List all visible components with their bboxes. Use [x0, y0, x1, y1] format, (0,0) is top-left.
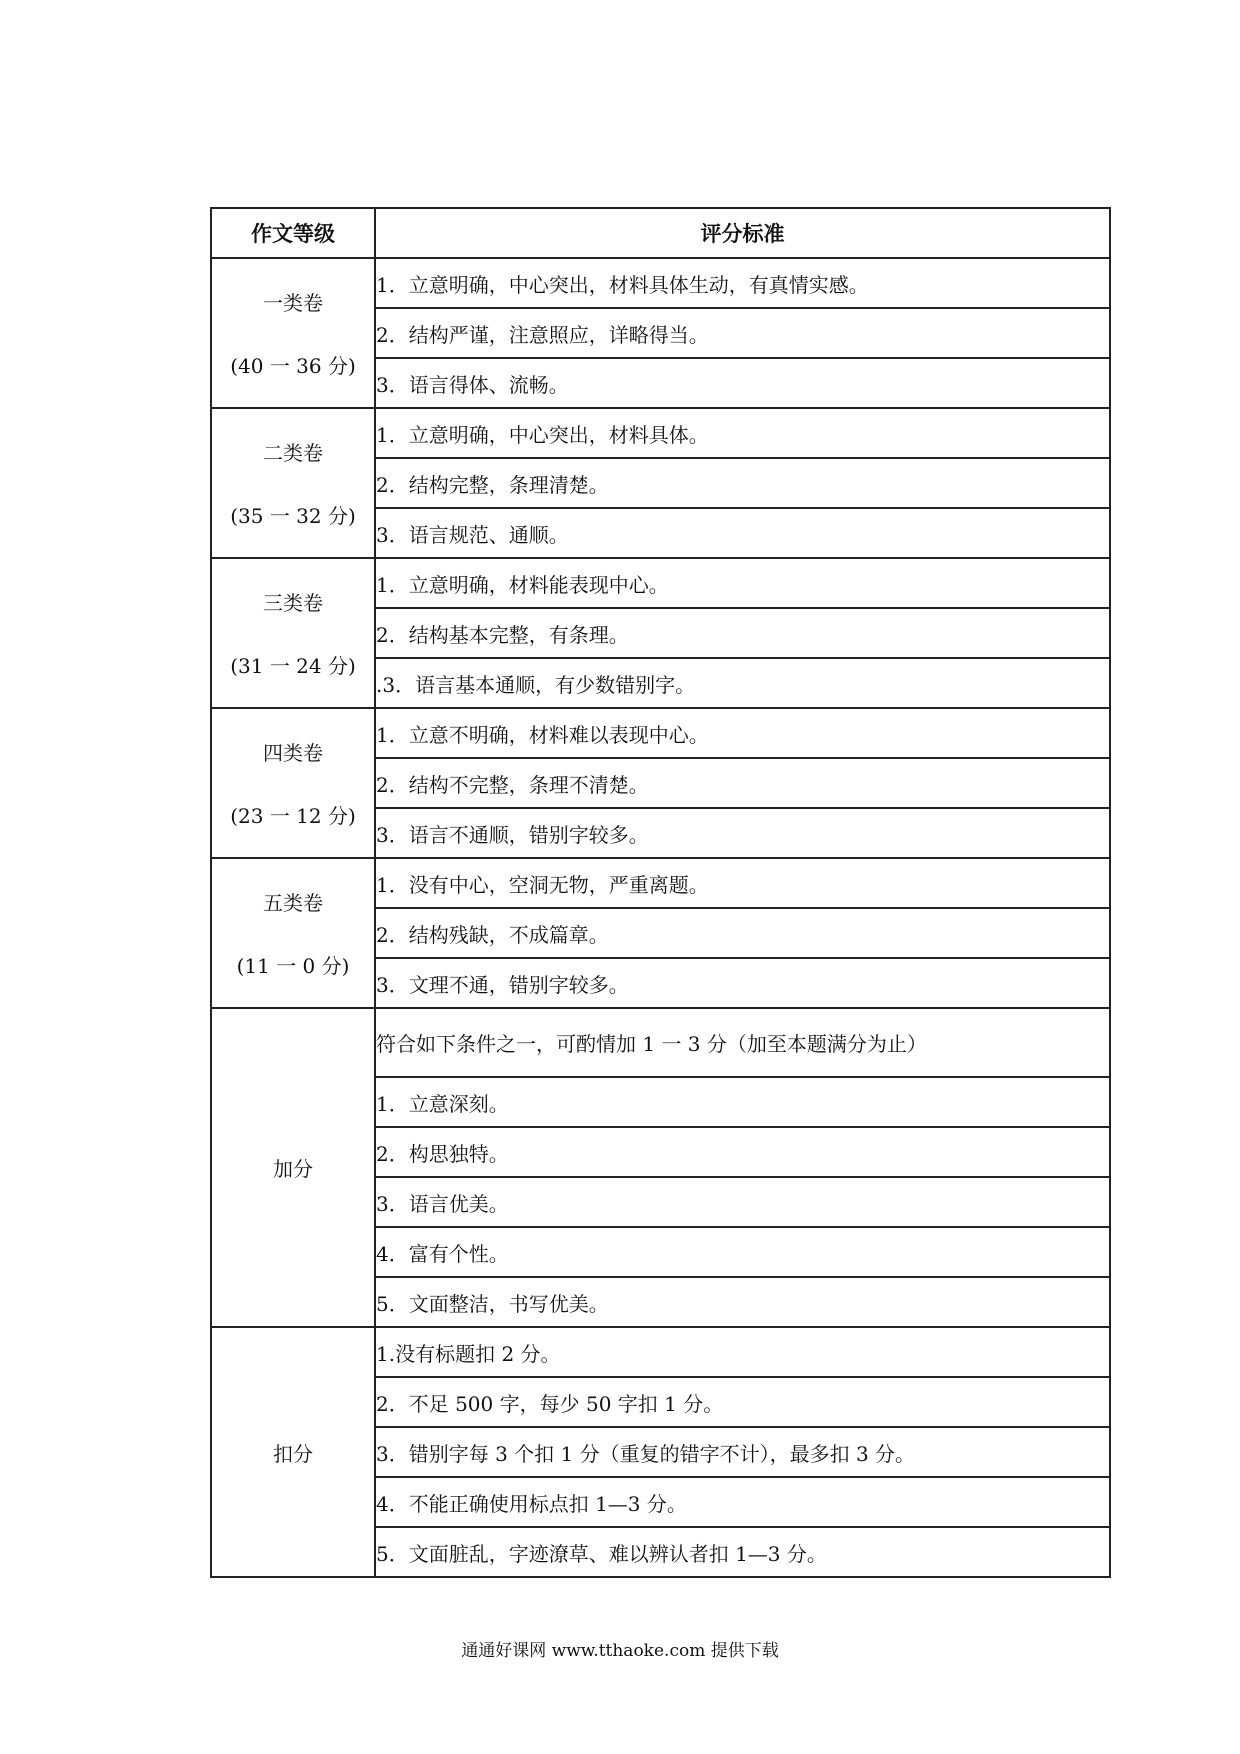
page-footer: 通通好课网 www.tthaoke.com 提供下载: [461, 1641, 779, 1661]
table-row: [211, 408, 1110, 458]
criterion-cell: 1．立意不明确，材料难以表现中心。: [375, 708, 1110, 758]
criterion-cell: 1.没有标题扣 2 分。: [375, 1327, 1110, 1377]
level-cell: [211, 258, 375, 408]
criterion-cell: 3．语言不通顺，错别字较多。: [375, 808, 1110, 858]
criterion-cell: 5．文面整洁，书写优美。: [375, 1277, 1110, 1327]
criterion-cell: 2．结构不完整，条理不清楚。: [375, 758, 1110, 808]
criterion-cell: 1．立意明确，材料能表现中心。: [375, 558, 1110, 608]
level-range: (23 一 12 分): [230, 804, 356, 828]
table-row: [211, 858, 1110, 908]
table-row: [211, 258, 1110, 308]
criterion-cell: 1．立意明确，中心突出，材料具体生动，有真情实感。: [375, 258, 1110, 308]
criterion-cell: 2．结构完整，条理清楚。: [375, 458, 1110, 508]
table-row: [211, 708, 1110, 758]
criterion-cell: 2．构思独特。: [375, 1127, 1110, 1177]
criterion-cell: 2．结构残缺，不成篇章。: [375, 908, 1110, 958]
criterion-intro: 符合如下条件之一，可酌情加 1 一 3 分（加至本题满分为止）: [375, 1008, 1110, 1077]
level-range: (35 一 32 分): [230, 504, 356, 528]
criterion-cell: 1．立意明确，中心突出，材料具体。: [375, 408, 1110, 458]
criterion-cell: 2．结构严谨，注意照应，详略得当。: [375, 308, 1110, 358]
level-name: 加分: [273, 1157, 313, 1181]
criterion-cell: 3．语言优美。: [375, 1177, 1110, 1227]
level-range: (11 一 0 分): [236, 954, 350, 978]
criterion-cell: 1．立意深刻。: [375, 1077, 1110, 1127]
criterion-cell: 2．结构基本完整，有条理。: [375, 608, 1110, 658]
criterion-cell: 5．文面脏乱，字迹潦草、难以辨认者扣 1—3 分。: [375, 1527, 1110, 1577]
level-name: 二类卷: [263, 441, 323, 465]
level-cell: [211, 858, 375, 1008]
level-name: 五类卷: [263, 891, 323, 915]
criterion-cell: 4．富有个性。: [375, 1227, 1110, 1277]
criterion-cell: 2．不足 500 字，每少 50 字扣 1 分。: [375, 1377, 1110, 1427]
level-name: 四类卷: [263, 741, 323, 765]
level-range: (40 一 36 分): [230, 354, 356, 378]
table-row: [211, 1008, 1110, 1077]
level-range: (31 一 24 分): [230, 654, 356, 678]
level-cell: [211, 708, 375, 858]
criterion-cell: .3．语言基本通顺，有少数错别字。: [375, 658, 1110, 708]
level-name: 扣分: [273, 1441, 313, 1466]
table-row: [211, 558, 1110, 608]
level-cell: [211, 1327, 375, 1577]
criterion-cell: 3．错别字每 3 个扣 1 分（重复的错字不计），最多扣 3 分。: [375, 1427, 1110, 1477]
level-cell: [211, 1008, 375, 1327]
criterion-cell: 4．不能正确使用标点扣 1—3 分。: [375, 1477, 1110, 1527]
table-row: [211, 1327, 1110, 1377]
level-name: 三类卷: [263, 591, 323, 615]
grading-table: [210, 207, 1111, 1578]
criterion-cell: 1．没有中心，空洞无物，严重离题。: [375, 858, 1110, 908]
criterion-cell: 3．语言得体、流畅。: [375, 358, 1110, 408]
criterion-cell: 3．语言规范、通顺。: [375, 508, 1110, 558]
criterion-cell: 3．文理不通，错别字较多。: [375, 958, 1110, 1008]
header-level: 作文等级: [211, 208, 375, 258]
header-criteria: 评分标准: [375, 208, 1110, 258]
level-name: 一类卷: [263, 291, 323, 315]
table-header-row: [211, 208, 1110, 258]
level-cell: [211, 558, 375, 708]
level-cell: [211, 408, 375, 558]
